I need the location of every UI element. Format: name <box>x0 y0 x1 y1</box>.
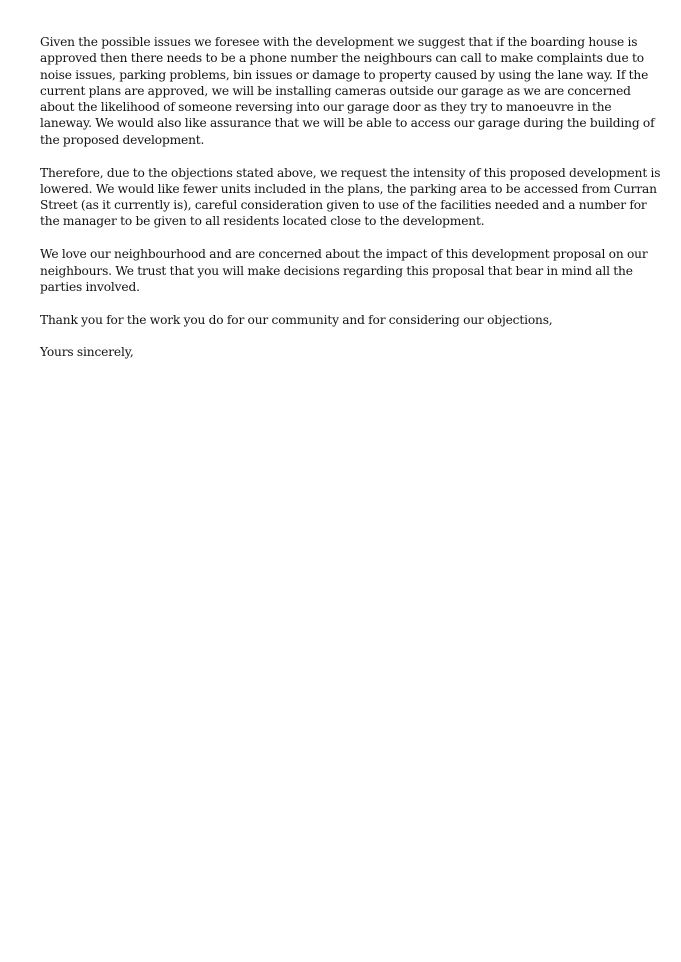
text-line: Street (as it currently is), careful consideration given to use of the facilities needed and a number for <box>40 198 647 213</box>
letter-body <box>40 34 661 377</box>
text-line: Thank you for the work you do for our community and for considering our objections, <box>40 312 553 327</box>
paragraph-request <box>40 165 661 230</box>
text-line: the proposed development. <box>40 132 205 147</box>
closing-salutation <box>40 344 650 360</box>
paragraph-concerns <box>40 34 655 148</box>
text-line: Yours sincerely, <box>40 345 134 360</box>
text-line: neighbours. We trust that you will make decisions regarding this proposal that bear in mind all the <box>40 263 633 278</box>
text-line: We love our neighbourhood and are concerned about the impact of this development proposal on our <box>40 247 648 262</box>
text-line: laneway. We would also like assurance that we will be able to access our garage during the building of <box>40 116 655 131</box>
text-line: Therefore, due to the objections stated above, we request the intensity of this proposed development is <box>40 165 661 180</box>
text-line: parties involved. <box>40 279 140 294</box>
paragraph-neighbourhood <box>40 246 650 295</box>
text-line: Given the possible issues we foresee with the development we suggest that if the boarding house is <box>40 35 638 49</box>
text-line: noise issues, parking problems, bin issues or damage to property caused by using the lane way. If the <box>40 67 649 82</box>
text-line: current plans are approved, we will be installing cameras outside our garage as we are concerned <box>40 83 631 98</box>
paragraph-thanks <box>40 312 650 328</box>
text-line: the manager to be given to all residents located close to the development. <box>40 214 485 229</box>
text-line: lowered. We would like fewer units included in the plans, the parking area to be accessed from Curran <box>40 181 657 196</box>
text-line: about the likelihood of someone reversing into our garage door as they try to manoeuvre in the <box>40 100 612 115</box>
text-line: approved then there needs to be a phone number the neighbours can call to make complaints due to <box>40 51 644 66</box>
